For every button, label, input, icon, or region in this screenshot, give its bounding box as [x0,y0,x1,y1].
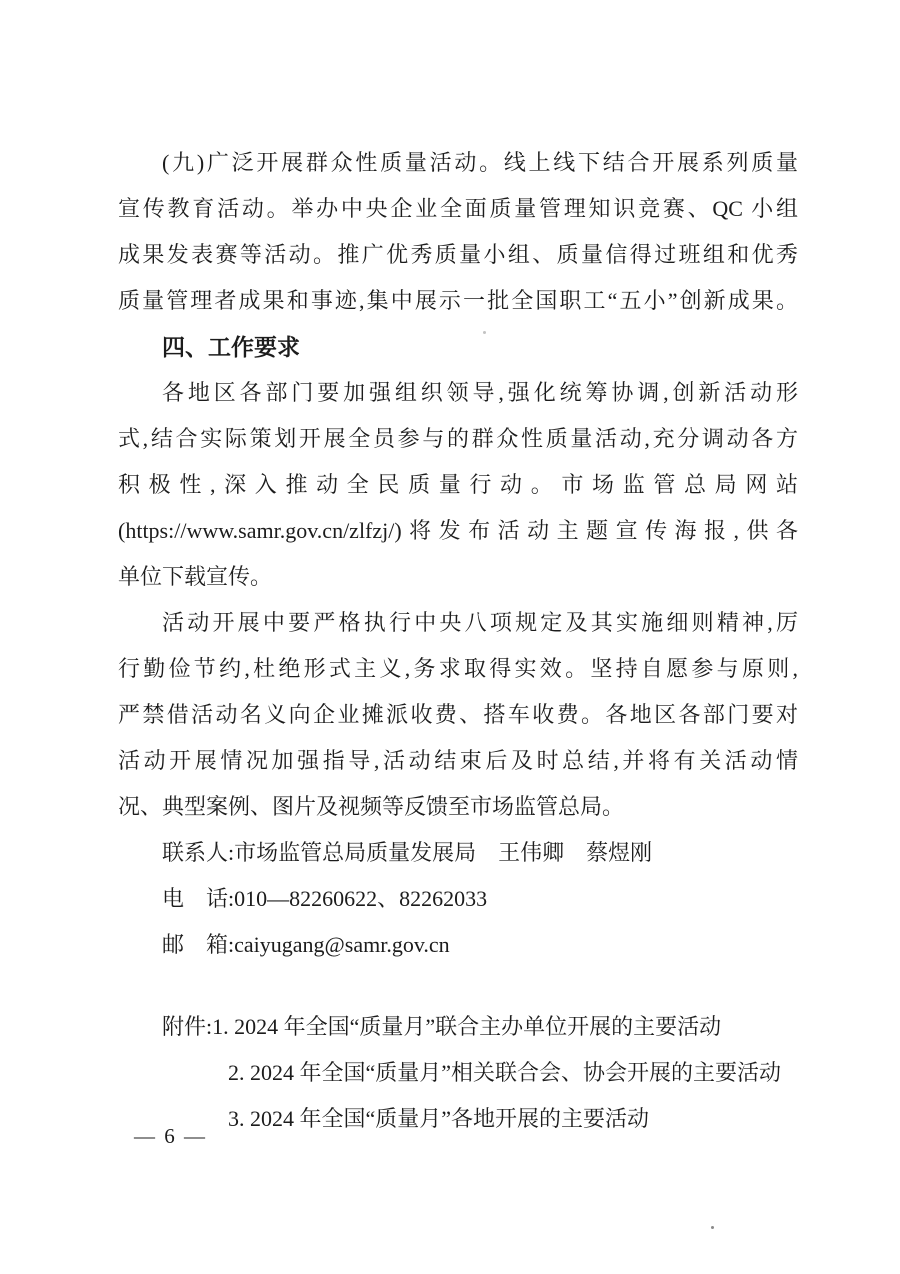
paragraph-line: 况、典型案例、图片及视频等反馈至市场监管总局。 [118,794,625,819]
paragraph-line: 成果发表赛等活动。推广优秀质量小组、质量信得过班组和优秀 [118,242,798,267]
attachment-item: 3. 2024 年全国“质量月”各地开展的主要活动 [228,1106,650,1131]
paragraph-line: 质量管理者成果和事迹,集中展示一批全国职工“五小”创新成果。 [118,288,798,313]
document-body [118,140,798,1142]
attachment-item: 2. 2024 年全国“质量月”相关联合会、协会开展的主要活动 [228,1060,782,1085]
paragraph-line: 积极性,深入推动全民质量行动。市场监管总局网站 [118,472,798,497]
paragraph-line: (九)广泛开展群众性质量活动。线上线下结合开展系列质量 [162,150,798,175]
paragraph-line: 活动开展情况加强指导,活动结束后及时总结,并将有关活动情 [118,748,798,773]
paragraph-line: 各地区各部门要加强组织领导,强化统筹协调,创新活动形 [162,380,798,405]
email-line: 邮 箱:caiyugang@samr.gov.cn [162,932,450,957]
paragraph-line: 宣传教育活动。举办中央企业全面质量管理知识竞赛、QC 小组 [118,196,798,221]
contact-person-line: 联系人:市场监管总局质量发展局 王伟卿 蔡煜刚 [162,840,653,865]
paragraph-line: 单位下载宣传。 [118,564,273,589]
paragraph-line: 行勤俭节约,杜绝形式主义,务求取得实效。坚持自愿参与原则, [118,656,798,681]
scan-speck [711,1226,714,1229]
section-heading: 四、工作要求 [162,334,300,360]
paragraph-line: (https://www.samr.gov.cn/zlfzj/)将发布活动主题宣传海报,供各 [118,518,798,543]
paragraph-line: 活动开展中要严格执行中央八项规定及其实施细则精神,厉 [162,610,798,635]
scan-speck [483,331,486,334]
phone-line: 电 话:010—82260622、82262033 [162,886,488,911]
paragraph-line: 式,结合实际策划开展全员参与的群众性质量活动,充分调动各方 [118,426,798,451]
attachment-item: 附件:1. 2024 年全国“质量月”联合主办单位开展的主要活动 [162,1014,722,1039]
page-number: — 6 — [134,1124,207,1148]
paragraph-line: 严禁借活动名义向企业摊派收费、搭车收费。各地区各部门要对 [118,702,798,727]
